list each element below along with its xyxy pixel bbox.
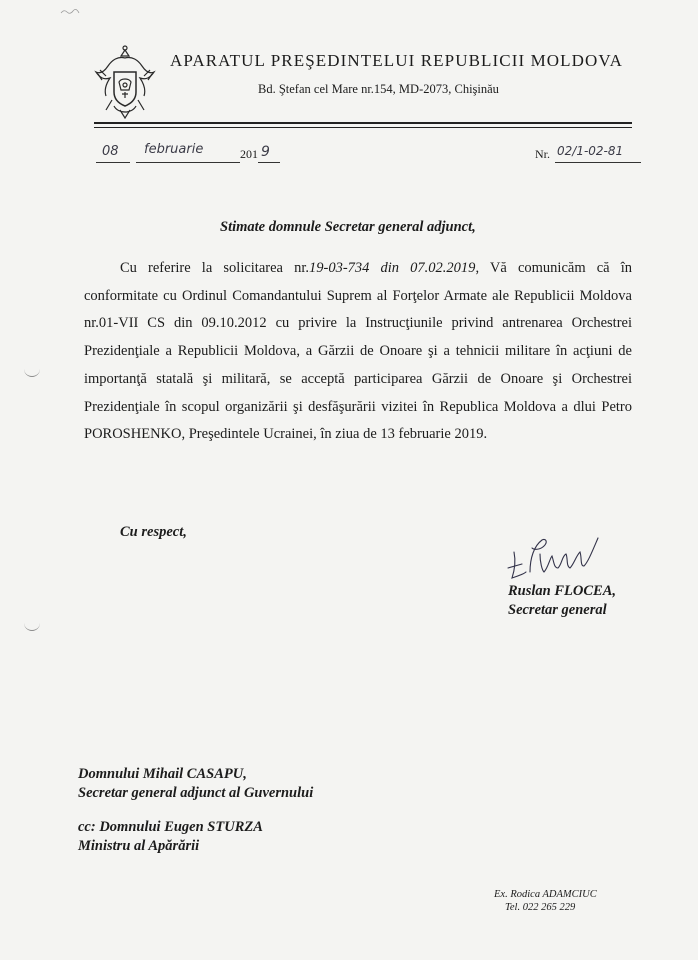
body-text: , Vă comunicăm că în conformitate cu Ordinul Comandantului Suprem al Forţelor Armate ale Republicii Moldova nr.01-VII CS din 09.10.2012 cu privire la Instrucţiunile privind antrenarea Orchestrei Prezidenţiale a Republicii Moldova, a Gărzii de Onoare şi a tehnicii militare în acţiuni de importanţă statală şi militară, se acceptă participarea Gărzii de Onoare şi Orchestrei Prezidenţiale în scopul organizării şi desfăşurării vizitei în Republica Moldova a dlui Petro POROSHENKO, Preşedintele Ucrainei, în ziua de 13 februarie 2019. [84,260,632,443]
request-number: 19-03-734 din 07.02.2019 [309,260,476,276]
executor-phone: Tel. 022 265 229 [505,902,576,913]
executor-block [494,888,597,914]
signer-block [508,582,616,620]
body-intro: Cu referire la solicitarea nr. [120,260,309,276]
body-paragraph [84,255,632,449]
cc-title: Ministru al Apărării [78,838,200,854]
organization-address: Bd. Ştefan cel Mare nr.154, MD-2073, Chişinău [258,82,499,96]
reference-value: 02/1-02-81 [557,144,624,158]
date-year-prefix: 201 [240,147,258,161]
date-year-suffix: 9 [261,144,270,160]
coat-of-arms-icon [92,44,158,122]
signer-title: Secretar general [508,602,607,618]
recipient-title: Secretar general adjunct al Guvernului [78,785,314,801]
executor-name: Ex. Rodica ADAMCIUC [494,889,597,900]
closing: Cu respect, [120,524,187,540]
organization-name: APARATUL PREŞEDINTELUI REPUBLICII MOLDOVA [170,51,623,70]
cc-block [78,818,263,856]
recipient-block [78,765,313,803]
cc-line: cc: Domnului Eugen STURZA [78,819,263,835]
header-divider-thin [94,127,632,128]
signer-name: Ruslan FLOCEA, [508,583,616,599]
reference-number [535,144,645,168]
pen-mark-icon [60,8,80,16]
signature-icon [504,528,604,584]
reference-label: Nr. [535,147,550,161]
punch-hole-mark [24,620,40,631]
salutation: Stimate domnule Secretar general adjunct, [220,219,476,235]
letter-date [90,144,290,168]
header-divider [94,122,632,124]
date-day: 08 [102,144,119,159]
letter-body [84,255,632,449]
recipient-name: Domnului Mihail CASAPU, [78,766,247,782]
punch-hole-mark [24,366,40,377]
date-month: februarie [144,142,204,157]
